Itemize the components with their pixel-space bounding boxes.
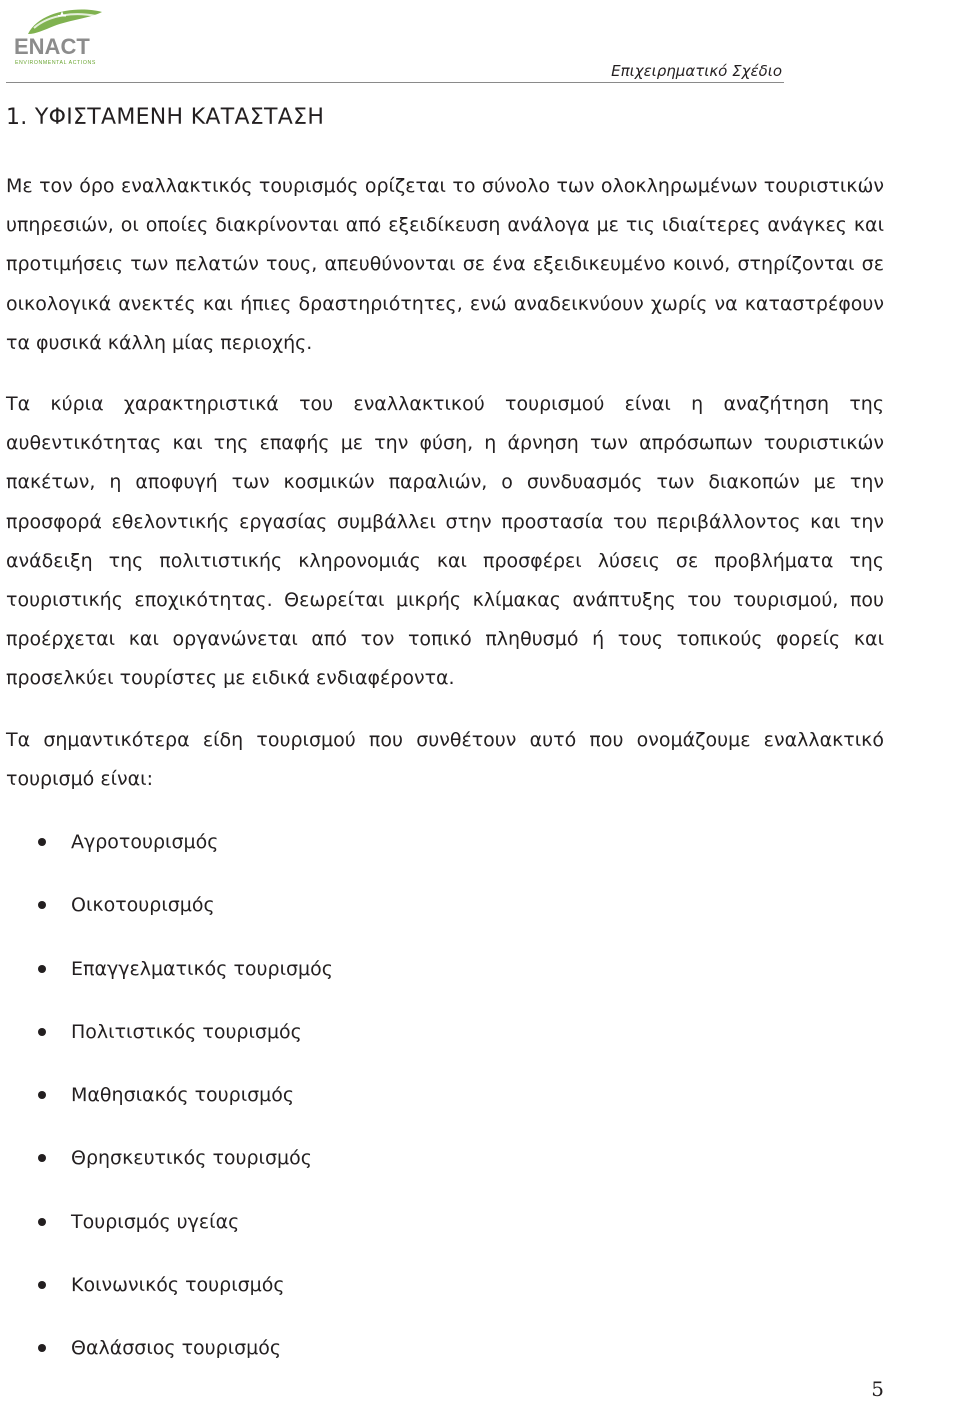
tourism-types-list — [0, 822, 900, 1392]
list-item — [0, 1012, 900, 1075]
bullet-icon — [38, 1281, 46, 1289]
list-item-label: Κοινωνικός τουρισμός — [71, 1274, 285, 1297]
list-item — [0, 1202, 900, 1265]
page-number: 5 — [871, 1377, 884, 1401]
paragraph-types-intro: Τα σημαντικότερα είδη τουρισμού που συνθέτουν αυτό που ονομάζουμε εναλλακτικό τουρισμό είναι: — [6, 729, 884, 791]
section-title: 1. ΥΦΙΣΤΑΜΕΝΗ ΚΑΤΑΣΤΑΣΗ — [6, 105, 325, 130]
logo-tagline: ENVIRONMENTAL ACTIONS — [15, 60, 96, 66]
logo-wordmark: ENACT — [14, 34, 90, 59]
list-item — [0, 1075, 900, 1138]
list-item-label: Αγροτουρισμός — [71, 831, 219, 853]
list-item — [0, 822, 900, 885]
list-item-label: Τουρισμός υγείας — [71, 1210, 240, 1233]
list-item — [0, 949, 900, 1012]
bullet-icon — [38, 1218, 46, 1226]
bullet-icon — [38, 1091, 46, 1099]
bullet-icon — [38, 1154, 46, 1162]
list-item — [0, 1265, 900, 1328]
bullet-icon — [38, 838, 46, 846]
list-item-label: Μαθησιακός τουρισμός — [71, 1084, 295, 1107]
list-item-label: Οικοτουρισμός — [71, 894, 215, 917]
list-item — [0, 1138, 900, 1201]
enact-logo — [10, 4, 110, 68]
list-item-label: Πολιτιστικός τουρισμός — [71, 1020, 302, 1043]
bullet-icon — [38, 965, 46, 973]
paragraph-characteristics: Τα κύρια χαρακτηριστικά του εναλλακτικού τουρισμού είναι η αναζήτηση της αυθεντικότητας και της επαφής με την φύση, η άρνηση των απρόσωπων τουριστικών πακέτων, η αποφυγή των κοσμικών παραλιών, ο συνδυασμός των διακοπών με την προσφορά εθελοντικής εργασίας συμβάλλει στην προστασία του περιβάλλοντος και την ανάδειξη της πολιτιστικής κληρονομιάς και προσφέρει λύσεις σε προβλήματα της τουριστικής εποχικότητας. Θεωρείται μικρής κλίμακας ανάπτυξης του τουρισμού, που προέρχεται και οργανώνεται από τον τοπικό πληθυσμό ή τους τοπικούς φορείς και προσελκύει τουρίστες με ειδικά ενδιαφέροντα. — [6, 393, 884, 690]
header-divider — [6, 82, 784, 83]
list-item-label: Επαγγελματικός τουρισμός — [71, 957, 333, 980]
bullet-icon — [38, 901, 46, 909]
document-title: Επιχειρηματικό Σχέδιο — [611, 62, 782, 80]
enact-logo-graphic — [10, 4, 110, 68]
bullet-icon — [38, 1344, 46, 1352]
list-item — [0, 885, 900, 948]
list-item-label: Θαλάσσιος τουρισμός — [71, 1337, 282, 1360]
paragraph-definition: Με τον όρο εναλλακτικός τουρισμός ορίζεται το σύνολο των ολοκληρωμένων τουριστικών υπηρεσιών, οι οποίες διακρίνονται από εξειδίκευση ανάλογα με τις ιδιαίτερες ανάγκες και προτιμήσεις των πελατών τους, απευθύνονται σε ένα εξειδικευμένο κοινό, στηρίζονται σε οικολογικά ανεκτές και ήπιες δραστηριότητες, ενώ αναδεικνύουν χωρίς να καταστρέφουν τα φυσικά κάλλη μίας περιοχής. — [6, 175, 884, 354]
bullet-icon — [38, 1028, 46, 1036]
list-item — [0, 1328, 900, 1391]
list-item-label: Θρησκευτικός τουρισμός — [71, 1147, 312, 1170]
